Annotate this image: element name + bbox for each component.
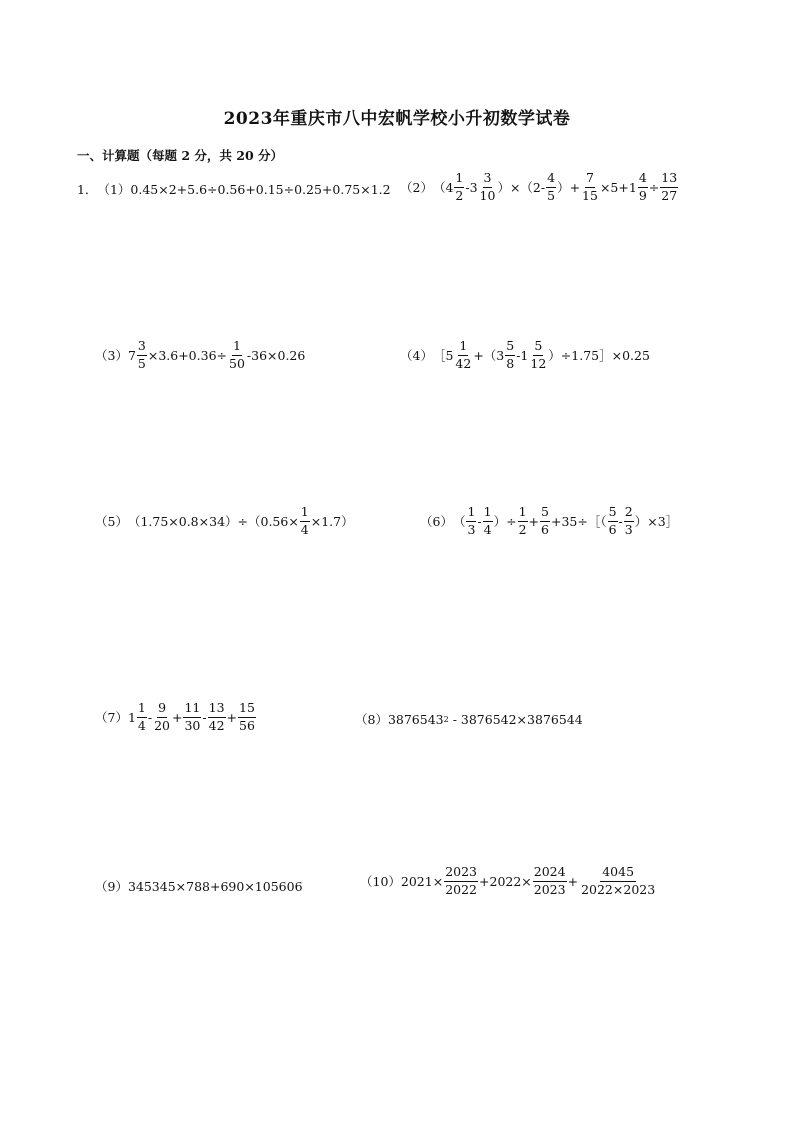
fraction: $\frac{1}{3}$ [467, 504, 476, 537]
exponent: 2 [443, 714, 449, 724]
expr-part: 3876543 [387, 711, 444, 727]
expr-part: + [567, 873, 579, 889]
fraction: $\frac{4}{5}$ [547, 170, 556, 203]
fraction: $\frac{4}{9}$ [638, 170, 647, 203]
expr-part: ）÷1.75］×0.25 [548, 348, 650, 363]
question-number: 1． [77, 182, 98, 197]
problem-label: （5） [95, 514, 128, 529]
expr-part: +（3 [473, 348, 505, 363]
problem-label: （6） [420, 514, 453, 529]
expr-part: + [172, 709, 183, 725]
problem-10 [360, 866, 658, 896]
fraction: $\frac{1}{50}$ [229, 338, 245, 371]
problem-1 [77, 180, 391, 198]
fraction: $\frac{4045}{2022\times 2023}$ [581, 864, 656, 897]
problem-label: （8） [355, 712, 388, 727]
expr-part: -1 [516, 347, 529, 363]
fraction: $\frac{5}{8}$ [506, 338, 515, 371]
expr-part: ×5+1 [599, 179, 637, 195]
problem-label: （3） [95, 348, 128, 363]
problem-7 [95, 702, 257, 732]
fraction: $\frac{13}{27}$ [661, 170, 678, 203]
fraction: $\frac{1}{4}$ [300, 504, 309, 537]
problem-2 [400, 172, 679, 202]
fraction: $\frac{5}{12}$ [530, 338, 547, 371]
problem-label: （9） [95, 879, 128, 894]
expr-part: +2022× [479, 873, 532, 889]
fraction: $\frac{7}{15}$ [582, 170, 598, 203]
fraction: $\frac{2024}{2023}$ [533, 864, 566, 897]
fraction: $\frac{13}{42}$ [208, 700, 225, 733]
fraction: $\frac{1}{42}$ [455, 338, 472, 371]
expr-part: 1 [127, 709, 136, 725]
problem-label: （2） [400, 180, 433, 195]
expr-part: ［5 [432, 348, 454, 363]
expr-part: ）+ [557, 180, 581, 195]
expr-part: + [528, 513, 540, 529]
expr-part: ×3.6+0.36÷ [147, 347, 227, 363]
expr-part: + [226, 709, 238, 725]
fraction: $\frac{5}{6}$ [608, 504, 617, 537]
problem-6 [420, 506, 678, 536]
fraction: $\frac{1}{2}$ [455, 170, 464, 203]
expr-part: - [477, 513, 482, 529]
fraction: $\frac{3}{10}$ [479, 170, 496, 203]
problem-label: （7） [95, 710, 128, 725]
expr-part: ）÷ [493, 514, 517, 529]
expr-part: 7 [127, 347, 136, 363]
fraction: $\frac{15}{56}$ [239, 700, 255, 733]
expr-part: - [202, 709, 207, 725]
section-heading: 一、计算题（每题 2 分，共 20 分） [77, 148, 284, 163]
problem-5 [95, 506, 354, 536]
problem-9 [95, 877, 303, 895]
expr-part: ）×（2- [497, 180, 546, 195]
problem-4 [400, 340, 650, 370]
expr-part: - [147, 709, 153, 725]
expr-part: - [618, 513, 623, 529]
expr-part: ）×3］ [634, 514, 679, 529]
expr-part: +35÷［（ [550, 514, 607, 529]
fraction: $\frac{5}{6}$ [541, 504, 549, 537]
expr-part: ×1.7） [310, 514, 354, 529]
fraction: $\frac{1}{4}$ [483, 504, 492, 537]
problem-label: （10） [360, 874, 401, 889]
problem-label: （1） [97, 182, 131, 197]
expr-part: （1.75×0.8×34）÷（0.56× [127, 514, 299, 529]
expr-part: 2021× [400, 873, 444, 889]
problem-label: （4） [400, 348, 433, 363]
fraction: $\frac{2}{3}$ [624, 504, 633, 537]
expr-part: -3 [465, 179, 478, 195]
fraction: $\frac{11}{30}$ [184, 700, 201, 733]
problem-expression: 0.45×2+5.6÷0.56+0.15÷0.25+0.75×1.2 [130, 181, 391, 197]
fraction: $\frac{9}{20}$ [154, 700, 170, 733]
expr-part: （ [452, 514, 466, 529]
expr-part: - 3876542×3876544 [448, 711, 583, 727]
expr-part: （4 [432, 180, 454, 195]
fraction: $\frac{3}{5}$ [137, 338, 146, 371]
expr-part: ÷ [648, 179, 660, 195]
fraction: $\frac{1}{2}$ [518, 504, 527, 537]
expr-part: -36×0.26 [246, 347, 306, 363]
fraction: $\frac{2023}{2022}$ [445, 864, 478, 897]
problem-8 [355, 710, 583, 728]
fraction: $\frac{1}{4}$ [137, 700, 146, 733]
problem-3 [95, 340, 305, 370]
exam-title: 2023年重庆市八中宏帆学校小升初数学试卷 [223, 109, 571, 129]
problem-expression: 345345×788+690×105606 [127, 878, 303, 894]
